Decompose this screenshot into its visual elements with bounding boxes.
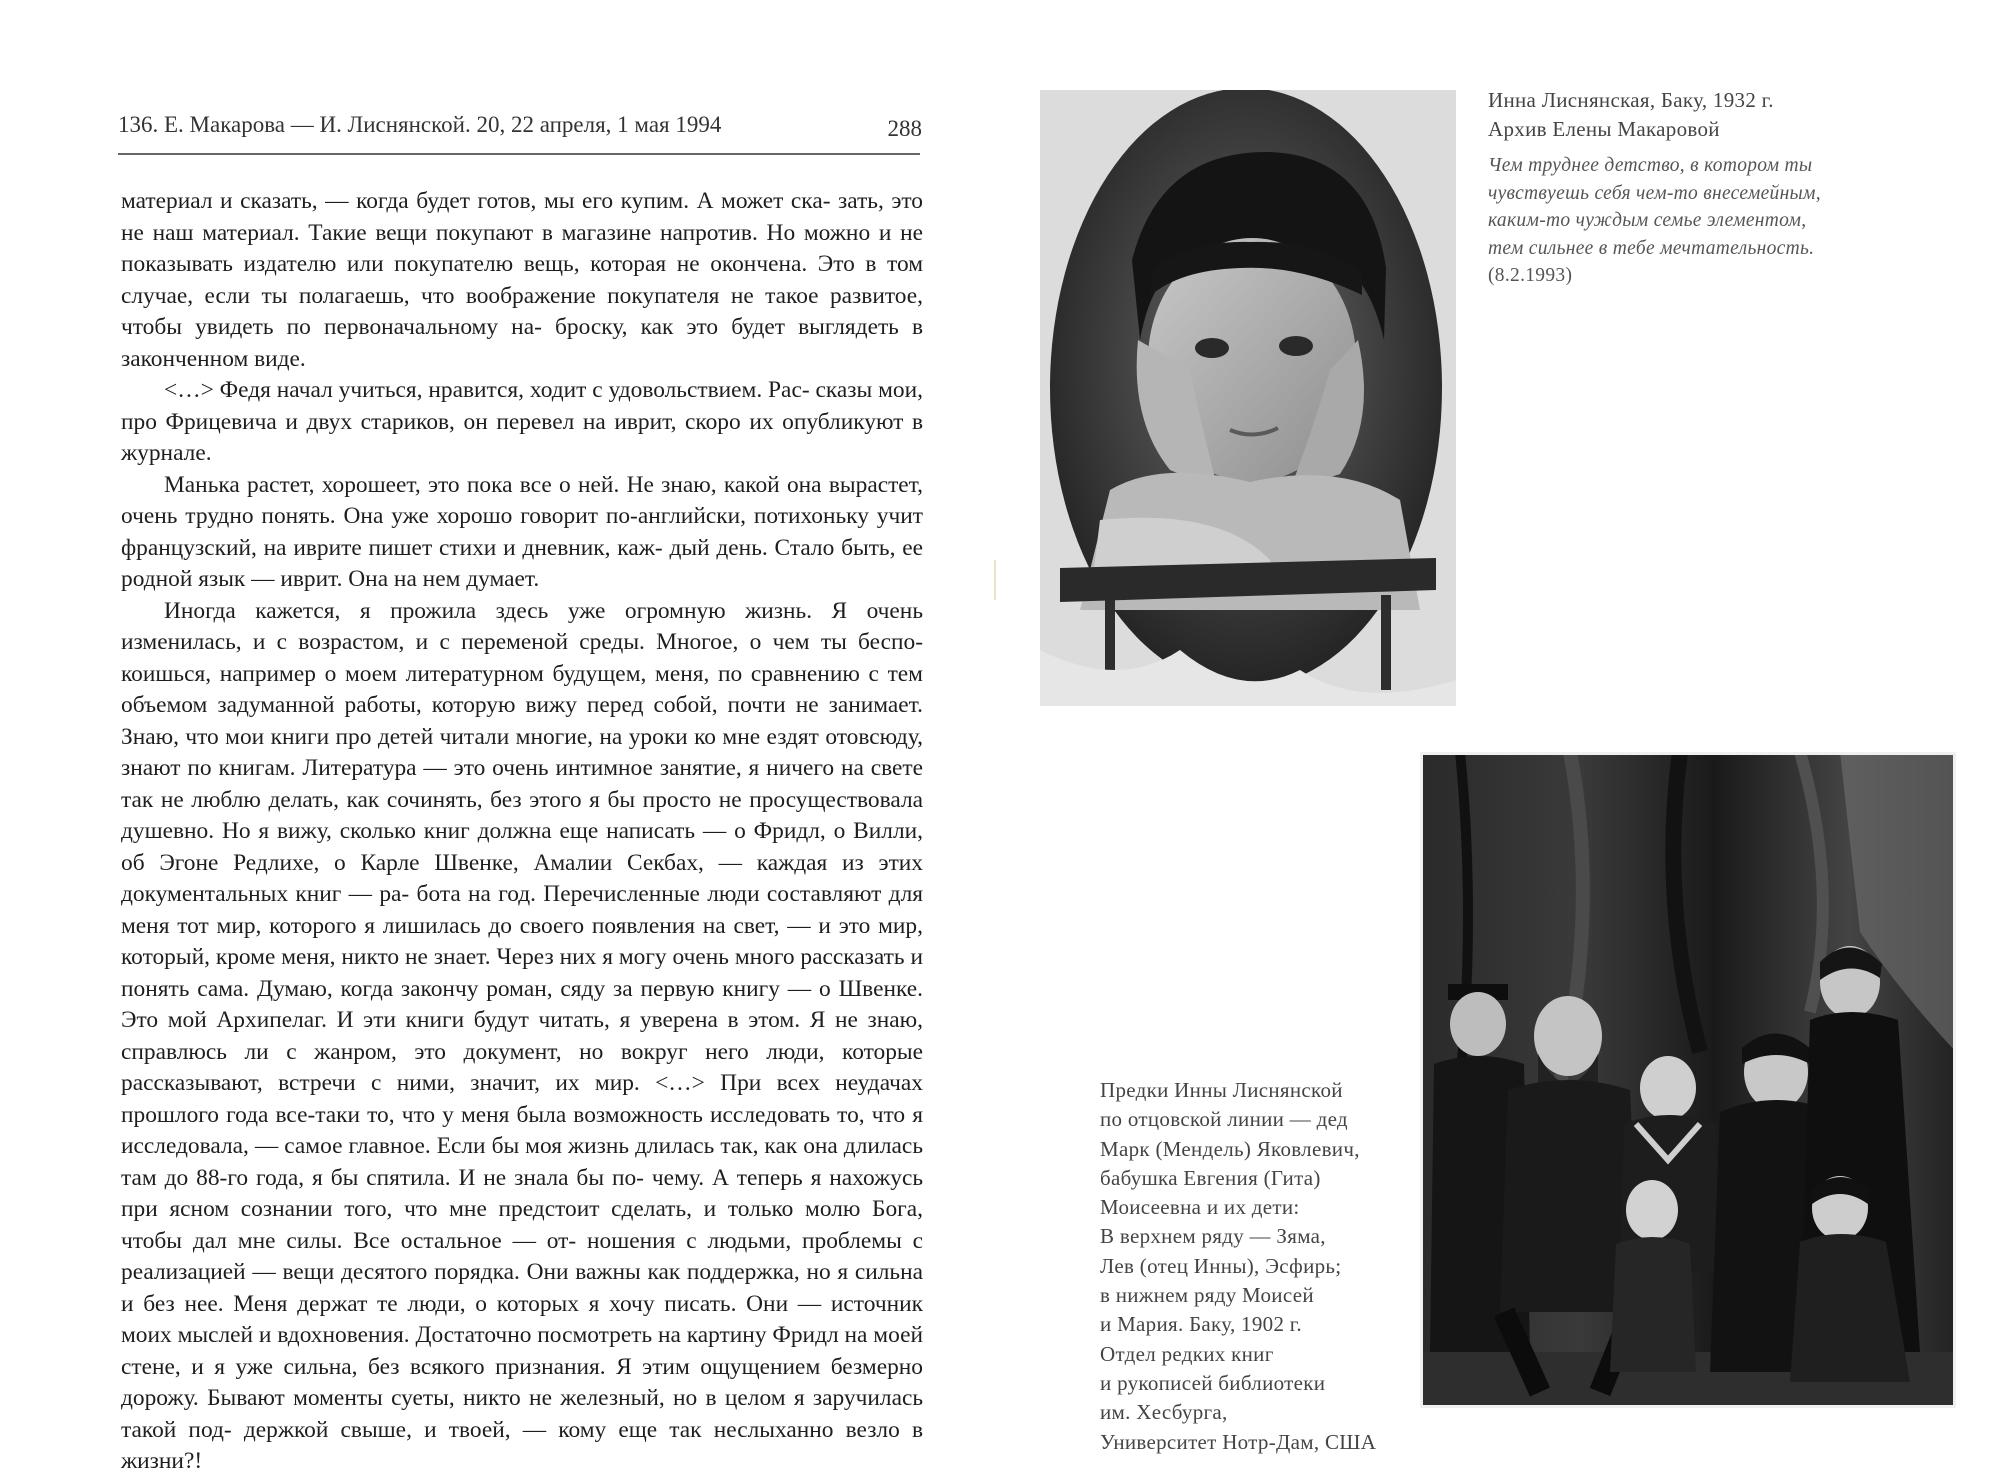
body-line: прошлого года все-таки то, что у меня была возможность исследовать xyxy=(121,1101,831,1128)
portrait-photo-inna-1932 xyxy=(1040,90,1456,706)
quote-line: Чем труднее детство, в котором ты xyxy=(1488,155,1813,176)
body-line: Достаточно посмотреть на картину Фридл на моей стене, и я уже сильна, xyxy=(121,1322,923,1380)
body-line: покупателя не такое развитое, чтобы увидеть по первоначальному на- xyxy=(121,282,923,340)
quote-date: (8.2.1993) xyxy=(1488,265,1573,286)
running-head xyxy=(118,106,922,146)
page-gutter-mark xyxy=(994,560,996,600)
body-line: вырастет, очень трудно понять. Она уже хорошо говорит по-английски, xyxy=(121,471,923,529)
body-line: должна еще написать — о Фридл, о Вилли, об Эгоне Редлихе, о Карле xyxy=(121,818,923,876)
caption-line: Лев (отец Инны), Эсфирь; xyxy=(1100,1253,1342,1278)
body-line: держкой свыше, и твоей, — кому еще так неслыханно везло в жизни?! xyxy=(121,1416,924,1474)
family-photo-graphic xyxy=(1420,752,1956,1408)
caption-line: Отдел редких книг xyxy=(1100,1341,1274,1366)
body-line: Манька растет, хорошеет, это пока все о ней. Не знаю, какой она xyxy=(164,471,822,498)
body-line: коишься, например о моем литературном будущем, меня, по сравнению xyxy=(121,660,860,687)
running-head-title: 136. Е. Макарова — И. Лиснянской. 20, 22 апреля, 1 мая 1994 xyxy=(118,112,722,137)
caption-line: Инна Лиснянская, Баку, 1932 г. xyxy=(1488,88,1774,112)
body-line: Но можно и не показывать издателю или покупателю вещь, которая xyxy=(121,219,923,277)
caption-line: Архив Елены Макаровой xyxy=(1488,117,1720,141)
body-line: Швенке, Амалии Секбах, — каждая из этих документальных книг — ра- xyxy=(121,849,924,907)
body-line: изменилась, и с возрастом, и с переменой среды. Многое, о чем ты беспо- xyxy=(121,629,923,655)
body-line: так, как она длилась там до 88-го года, я бы спятила. И не знала бы по- xyxy=(121,1133,923,1191)
family-photo-caption xyxy=(1100,1076,1420,1457)
body-line: зать, это не наш материал. Такие вещи покупают в магазине напротив. xyxy=(121,188,923,246)
body-line: сделать, и только молю Бога, чтобы дал мне силы. Все остальное — от- xyxy=(121,1196,923,1254)
header-rule xyxy=(118,153,920,155)
body-line: меня, никто не знает. Через них я могу очень много рассказать и понять xyxy=(121,944,923,1002)
caption-line: Марк (Мендель) Яковлевич, xyxy=(1100,1136,1360,1161)
body-line: чему. А теперь я нахожусь при ясном сознании того, что мне предстоит xyxy=(121,1164,924,1222)
body-line: справлюсь ли с жанром, это документ, но вокруг него люди, которые xyxy=(121,1038,923,1065)
caption-line: бабушка Евгения (Гита) xyxy=(1100,1165,1321,1190)
quote-line: чувствуешь себя чем-то внесемейным, xyxy=(1488,182,1821,204)
body-line: <…> Федя начал учиться, нравится, ходит с удовольствием. Рас- xyxy=(164,377,810,403)
body-line: ношения с людьми, проблемы с реализацией — вещи десятого порядка. xyxy=(121,1227,923,1285)
body-line: с тем объемом задуманной работы, которую вижу перед собой, почти xyxy=(121,660,923,718)
body-line: дый день. Стало быть, ее родной язык — иврит. Она на нем думает. xyxy=(121,534,923,592)
body-line: моменты суеты, никто не железный, но в целом я заручилась такой под- xyxy=(121,1385,923,1443)
caption-line: Университет Нотр-Дам, США xyxy=(1100,1429,1377,1454)
body-line: мне ездят отовсюду, знают по книгам. Литература — это очень интимное xyxy=(121,723,923,781)
body-line: броску, как это будет выглядеть в законченном виде. xyxy=(121,314,924,372)
body-line: не окончена. Это в том случае, если ты полагаешь, что воображение xyxy=(121,251,924,309)
portrait-photo-graphic xyxy=(1040,90,1456,706)
body-line: потихоньку учит французский, на иврите пишет стихи и дневник, каж- xyxy=(121,503,923,561)
left-page xyxy=(0,0,1000,1475)
body-line: о которых я хочу писать. Они — источник моих мыслей и вдохновения. xyxy=(121,1290,923,1348)
caption-line: Моисеевна и их дети: xyxy=(1100,1195,1300,1220)
body-paragraph xyxy=(121,375,923,470)
portrait-caption xyxy=(1488,86,1888,290)
body-line: Они важны как поддержка, но я сильна и без нее. Меня держат те люди, xyxy=(121,1259,923,1317)
body-line: их опубликуют в журнале. xyxy=(121,408,923,466)
body-line: мой Архипелаг. И эти книги будут читать, я уверена в этом. Я не знаю, xyxy=(167,1007,923,1033)
quote-line: каким-то чуждым семье элементом, xyxy=(1488,210,1807,231)
body-line: занятие, я ничего на свете так не люблю делать, как сочинять, без этого xyxy=(121,755,923,813)
body-line: не занимает. Знаю, что мои книги про детей читали многие, на уроки ко xyxy=(121,692,923,750)
right-page xyxy=(1000,0,2000,1475)
body-paragraph xyxy=(121,596,923,1478)
body-line: материал и сказать, — когда будет готов, мы его купим. А может ска- xyxy=(121,188,831,214)
caption-line: и рукописей библиотеки xyxy=(1100,1370,1326,1395)
family-group-photo-1902 xyxy=(1420,752,1956,1408)
letter-body-text xyxy=(121,186,923,1478)
page-number: 288 xyxy=(887,116,922,141)
body-line: сама. Думаю, когда закончу роман, сяду за первую книгу — о Швенке. Это xyxy=(121,975,923,1033)
quote-line: тем сильнее в тебе мечтательность. xyxy=(1488,237,1815,259)
body-line: рассказывают, встречи с ними, значит, их мир. <…> При всех неудачах xyxy=(121,1070,923,1096)
caption-line: им. Хесбурга, xyxy=(1100,1400,1228,1425)
caption-line: В верхнем ряду — Зяма, xyxy=(1100,1224,1326,1249)
caption-line: по отцовской линии — дед xyxy=(1100,1107,1348,1132)
body-line: я бы просто не просуществовала душевно. Но я вижу, сколько книг xyxy=(121,786,923,844)
caption-line: в нижнем ряду Моисей xyxy=(1100,1283,1314,1308)
body-line: Иногда кажется, я прожила здесь уже огромную жизнь. Я очень xyxy=(164,597,923,624)
quote-block xyxy=(1488,152,1888,290)
body-paragraph xyxy=(121,186,923,375)
caption-line: Предки Инны Лиснянской xyxy=(1100,1078,1343,1102)
body-line: то, что я исследовала, — самое главное. Если бы моя жизнь длилась xyxy=(121,1101,923,1159)
body-paragraph xyxy=(121,470,923,596)
body-line: без всякого признания. Я этим ощущением безмерно дорожу. Бывают xyxy=(121,1353,923,1411)
body-line: бота на год. Перечисленные люди составляют для меня тот мир, которого xyxy=(121,881,924,939)
caption-line: и Мария. Баку, 1902 г. xyxy=(1100,1312,1302,1337)
body-line: сказы мои, про Фрицевича и двух стариков, он перевел на иврит, скоро xyxy=(121,377,923,435)
body-line: я лишилась до своего появления на свет, — и это мир, который, кроме xyxy=(121,912,923,970)
